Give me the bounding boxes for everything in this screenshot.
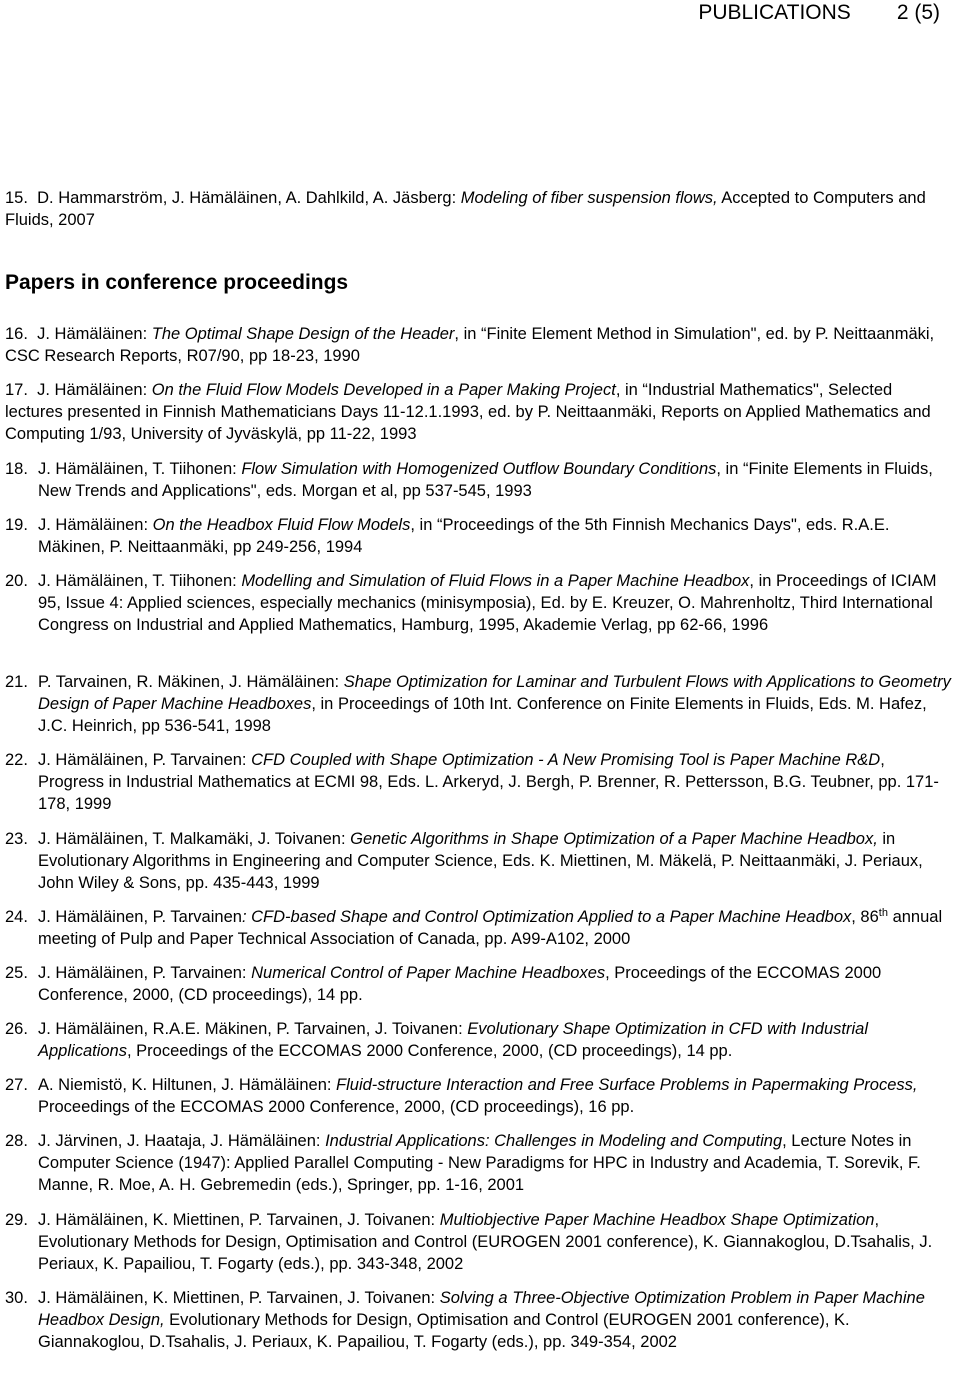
entry-title: Industrial Applications: Challenges in Modeling and Computing (325, 1132, 783, 1150)
entry-number: 16. (5, 325, 28, 343)
section-heading: Papers in conference proceedings (5, 271, 349, 294)
entry-number: 20. (5, 572, 28, 590)
entry-number: 28. (5, 1132, 28, 1150)
entry-title: Modelling and Simulation of Fluid Flows in a Paper Machine Headbox (241, 572, 750, 590)
publication-entry-25 (5, 962, 952, 1006)
entry-details: , Lecture Notes in Computer Science (1947): Applied Parallel Computing - New Paradigms for HPC in Industry and Academia, T. Sorevik, F. Manne, R. Moe, A. H. Gebremedin (eds.), Springer, pp. 1-16, 2001 (38, 1132, 921, 1194)
entry-authors: A. Niemistö, K. Hiltunen, J. Hämäläinen: (38, 1076, 337, 1094)
entry-details-cont: annual meeting of Pulp and Paper Technical Association of Canada, pp. A99-A102, 2000 (38, 908, 943, 948)
entry-authors: J. Hämäläinen, P. Tarvainen: (38, 751, 252, 769)
entry-details: , in Proceedings of ICIAM 95, Issue 4: Applied sciences, especially mechanics (minisymposia), Ed. by E. Kreuzer, O. Mahrenholtz, Third International Congress on Industrial and Applied Mathematics, Hamburg, 1995, Akademie Verlag, pp 62-66, 1996 (38, 572, 937, 634)
entry-details: , in Proceedings of 10th Int. Conference on Finite Elements in Fluids, Eds. M. Hafez, J.C. Heinrich, pp 536-541, 1998 (38, 695, 927, 735)
entry-number: 30. (5, 1289, 28, 1307)
page-header (698, 0, 940, 26)
publication-entry-29 (5, 1209, 952, 1275)
entry-authors: J. Hämäläinen, T. Tiihonen: (38, 572, 242, 590)
entry-title: On the Headbox Fluid Flow Models (152, 516, 411, 534)
entry-details: , Proceedings of the ECCOMAS 2000 Conference, 2000, (CD proceedings), 14 pp. (38, 964, 882, 1004)
entry-authors: J. Hämäläinen, T. Malkamäki, J. Toivanen: (38, 830, 351, 848)
entry-number: 17. (5, 381, 28, 399)
entry-number: 18. (5, 460, 28, 478)
header-page-number: 2 (5) (896, 1, 940, 24)
publication-entry-18 (5, 458, 952, 502)
entry-title: Evolutionary Shape Optimization in CFD with Industrial Applications (38, 1020, 868, 1060)
entry-number: 21. (5, 673, 28, 691)
publication-entry-17 (5, 379, 952, 445)
entry-details: , Progress in Industrial Mathematics at ECMI 98, Eds. L. Arkeryd, J. Bergh, P. Brenner, R. Pettersson, B.G. Teubner, pp. 171-178, 1999 (38, 751, 939, 813)
ordinal-suffix: th (878, 907, 888, 919)
entry-number: 19. (5, 516, 28, 534)
entry-number: 22. (5, 751, 28, 769)
entry-title: CFD Coupled with Shape Optimization - A New Promising Tool is Paper Machine R&D (251, 751, 881, 769)
publication-entry-26 (5, 1018, 952, 1062)
entry-details: Evolutionary Methods for Design, Optimisation and Control (EUROGEN 2001 conference), K. Giannakoglou, D.Tsahalis, J. Periaux, K. Papailiou, T. Fogarty (eds.), pp. 349-354, 2002 (38, 1311, 850, 1351)
publication-entry-23 (5, 828, 952, 894)
entry-title: Flow Simulation with Homogenized Outflow Boundary Conditions (241, 460, 717, 478)
entry-number: 25. (5, 964, 28, 982)
entry-number: 24. (5, 908, 28, 926)
entry-details: Proceedings of the ECCOMAS 2000 Conference, 2000, (CD proceedings), 16 pp. (38, 1098, 635, 1116)
entry-title: Multiobjective Paper Machine Headbox Shape Optimization (439, 1211, 875, 1229)
entry-title: Solving a Three-Objective Optimization Problem in Paper Machine Headbox Design, (38, 1289, 925, 1329)
entry-details: in Evolutionary Algorithms in Engineering and Computer Science, Eds. K. Miettinen, M. Mäkelä, P. Neittaanmäki, J. Periaux, John Wiley & Sons, pp. 435-443, 1999 (38, 830, 923, 892)
entry-title: Modeling of fiber suspension flows, (460, 189, 718, 207)
publication-entry-16 (5, 323, 952, 367)
entry-details: , in “Proceedings of the 5th Finnish Mechanics Days", eds. R.A.E. Mäkinen, P. Neittaanmäki, pp 249-256, 1994 (38, 516, 890, 556)
publication-entry-27 (5, 1074, 952, 1118)
entry-authors: J. Hämäläinen, T. Tiihonen: (38, 460, 242, 478)
entry-title: Genetic Algorithms in Shape Optimization of a Paper Machine Headbox, (350, 830, 878, 848)
publication-entry-30 (5, 1287, 952, 1353)
entry-authors: J. Hämäläinen, P. Tarvainen (38, 908, 242, 926)
entry-authors: P. Tarvainen, R. Mäkinen, J. Hämäläinen: (38, 673, 344, 691)
entry-authors: J. Hämäläinen, R.A.E. Mäkinen, P. Tarvainen, J. Toivanen: (38, 1020, 468, 1038)
entry-number: 27. (5, 1076, 28, 1094)
entry-title: Numerical Control of Paper Machine Headboxes (251, 964, 606, 982)
entry-authors: J. Hämäläinen: (37, 325, 152, 343)
publication-entry-20 (5, 570, 952, 636)
entry-details: , in “Finite Element Method in Simulation", ed. by P. Neittaanmäki, CSC Research Reports, R07/90, pp 18-23, 1990 (5, 325, 935, 365)
entry-authors: D. Hammarström, J. Hämäläinen, A. Dahlkild, A. Jäsberg: (37, 189, 461, 207)
entry-authors: J. Hämäläinen, K. Miettinen, P. Tarvainen, J. Toivanen: (38, 1289, 440, 1307)
entry-details: , in “Industrial Mathematics", Selected lectures presented in Finnish Mathematicians Days 11-12.1.1993, ed. by P. Neittaanmäki, Reports on Applied Mathematics and Computing 1/93, University of Jyväskylä, pp 11-22, 1993 (5, 381, 931, 443)
publication-entry-28 (5, 1130, 952, 1196)
publication-entry-24 (5, 906, 952, 950)
entry-authors: J. Hämäläinen: (37, 381, 152, 399)
entry-authors: J. Hämäläinen: (38, 516, 153, 534)
publication-entry-15 (5, 187, 952, 231)
entry-title: Fluid-structure Interaction and Free Surface Problems in Papermaking Process, (336, 1076, 918, 1094)
entry-details: , Proceedings of the ECCOMAS 2000 Conference, 2000, (CD proceedings), 14 pp. (126, 1042, 733, 1060)
header-title: PUBLICATIONS (698, 1, 851, 24)
publication-entry-19 (5, 514, 952, 558)
entry-title: The Optimal Shape Design of the Header (151, 325, 455, 343)
entry-title: Shape Optimization for Laminar and Turbulent Flows with Applications to Geometry Design of Paper Machine Headboxes (38, 673, 951, 713)
publication-entry-22 (5, 749, 952, 815)
entry-number: 15. (5, 189, 28, 207)
entry-authors: J. Hämäläinen, K. Miettinen, P. Tarvainen, J. Toivanen: (38, 1211, 440, 1229)
entry-number: 29. (5, 1211, 28, 1229)
entry-title: : CFD-based Shape and Control Optimization Applied to a Paper Machine Headbox (241, 908, 852, 926)
entry-title: On the Fluid Flow Models Developed in a Paper Making Project (151, 381, 616, 399)
entry-number: 23. (5, 830, 28, 848)
entry-number: 26. (5, 1020, 28, 1038)
entry-authors: J. Hämäläinen, P. Tarvainen: (38, 964, 252, 982)
entry-authors: J. Järvinen, J. Haataja, J. Hämäläinen: (38, 1132, 326, 1150)
publication-entry-21 (5, 671, 952, 737)
entry-details: Accepted to Computers and Fluids, 2007 (5, 189, 926, 229)
entry-details: , 86 (851, 908, 879, 926)
entry-details: , in “Finite Elements in Fluids, New Trends and Applications", eds. Morgan et al, pp 537-545, 1993 (38, 460, 933, 500)
entry-details: , Evolutionary Methods for Design, Optimisation and Control (EUROGEN 2001 conference), K. Giannakoglou, D.Tsahalis, J. Periaux, K. Papailiou, T. Fogarty (eds.), pp. 343-348, 2002 (38, 1211, 933, 1273)
